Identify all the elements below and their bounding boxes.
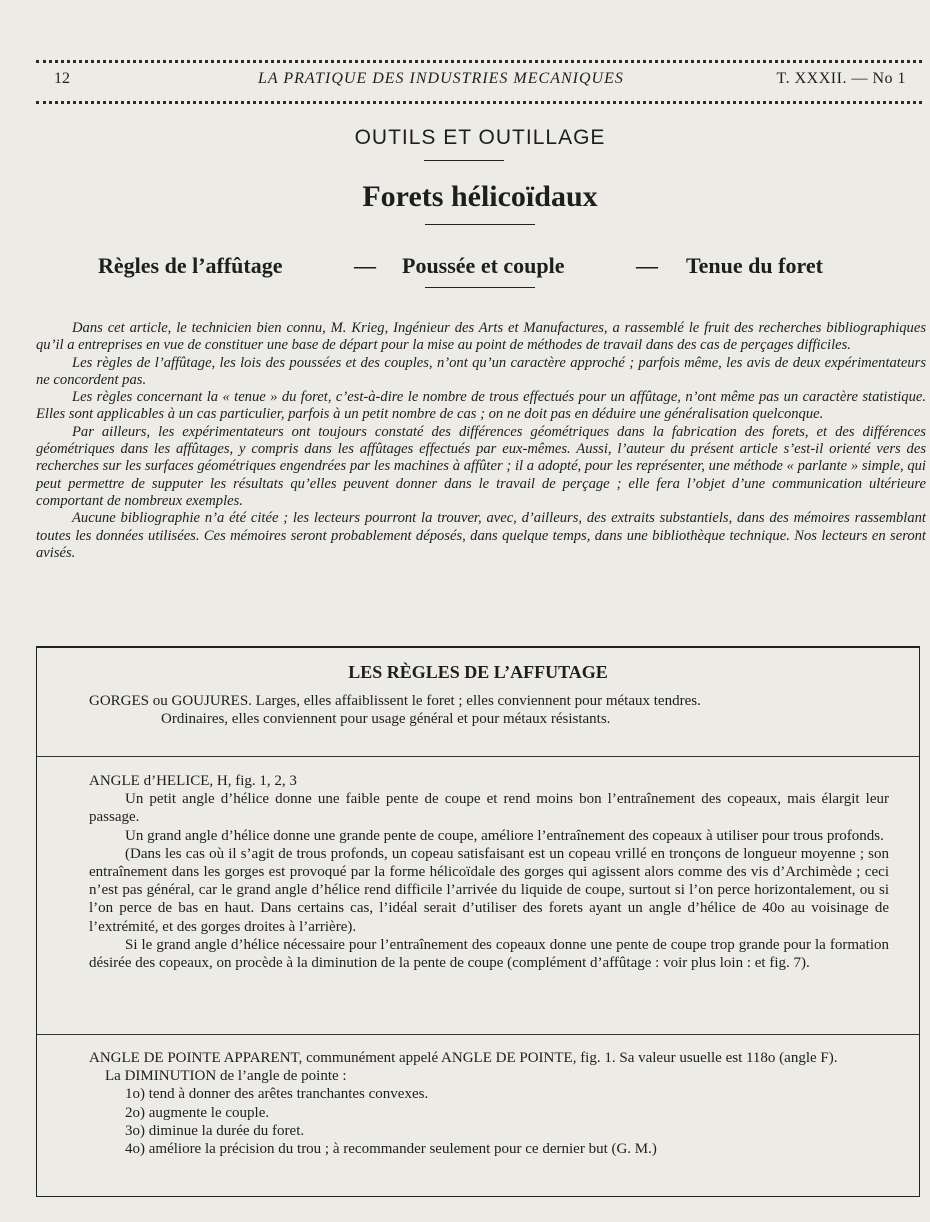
intro-paragraph: Les règles de l’affûtage, les lois des poussées et des couples, n’ont qu’un caractère approché ; parfois même, les avis de deux expérimentateurs ne concordent pas. [36, 354, 926, 388]
pointe-list-item: 2o) augmente le couple. [125, 1104, 270, 1121]
pointe-list-item: 4o) améliore la précision du trou ; à recommander seulement pour ce dernier but (G. M.) [125, 1141, 657, 1158]
article-subtitle [98, 253, 860, 283]
helice-text: Si le grand angle d’hélice nécessaire pour l’entraînement des copeaux donne une pente de coupe trop grande pour la formation désirée des copeaux, on procède à la diminution de la pente de coupe (complément d’affûtage : voir plus loin : et fig. 7). [89, 936, 889, 972]
gorges-block [89, 692, 889, 728]
gorges-text: GORGES ou GOUJURES. Larges, elles affaiblissent le foret ; elles conviennent pour métaux tendres. [89, 693, 701, 709]
subtitle-dash-2: — [636, 253, 658, 278]
helice-heading: ANGLE d’HELICE, H, fig. 1, 2, 3 [89, 773, 297, 789]
issue-number: T. XXXII. — No 1 [776, 70, 906, 87]
helice-block [89, 772, 889, 972]
journal-title: LA PRATIQUE DES INDUSTRIES MECANIQUES [258, 70, 624, 87]
intro-paragraph: Par ailleurs, les expérimentateurs ont toujours constaté des différences géométriques dans la fabrication des forets, et des différences géométriques dans les affûtages, y compris dans les affûtages effectués par eux-mêmes. Aussi, l’auteur du présent article s’est-il orienté vers des recherches sur les surfaces géométriques engendrées par les machines à affûter ; il a adopté, pour les représenter, une méthode « parlante » simple, qui peut permettre de supputer les résultats qu’elles peuvent donner dans le travail de perçage ; elle fera l’objet d’une communication ultérieure comportant de nombreux exemples. [36, 423, 926, 509]
pointe-list-item: 1o) tend à donner des arêtes tranchantes convexes. [125, 1086, 429, 1103]
helice-text: Un grand angle d’hélice donne une grande pente de coupe, améliore l’entraînement des copeaux à utiliser pour trous profonds. [125, 827, 884, 844]
pointe-text: La DIMINUTION de l’angle de pointe : [105, 1068, 347, 1085]
subtitle-part-2: Poussée et couple [402, 253, 565, 278]
rules-box-title: LES RÈGLES DE L’AFFUTAGE [348, 662, 608, 682]
helice-text: (Dans les cas où il s’agit de trous profonds, un copeau satisfaisant est un copeau vrillé en tronçons de longueur moyenne ; son entraînement dans les gorges est provoqué par la forme hélicoïdale des gorges qui agissent alors comme des vis d’Archimède ; ceci n’est pas général, car le grand angle d’hélice rend difficile l’arrivée du liquide de coupe, surtout si l’on perce horizontalement, ou si l’on perce de bas en haut. Dans certains cas, l’idéal serait d’utiliser des forets ayant un angle d’hélice de 40o au voisinage de l’extrémité, et des gorges droites à l’arrière). [89, 845, 889, 935]
section-underline [424, 160, 504, 161]
top-dotted-rule [36, 60, 922, 63]
box-divider [37, 756, 919, 757]
article-title: Forets hélicoïdaux [362, 180, 598, 213]
intro-paragraph: Dans cet article, le technicien bien connu, M. Krieg, Ingénieur des Arts et Manufactures, a rassemblé le fruit des recherches bibliographiques qu’il a entreprises en vue de constituer une base de départ pour la mise au point de méthodes de travail dans des cas de perçages difficiles. [36, 320, 926, 354]
subtitle-part-1: Règles de l’affûtage [98, 253, 283, 278]
intro-paragraphs [36, 320, 926, 562]
intro-paragraph: Les règles concernant la « tenue » du foret, c’est-à-dire le nombre de trous effectués pour un affûtage, n’ont même pas un caractère statistique. Elles sont applicables à un cas particulier, parfois à un petit nombre de cas ; on ne doit pas en déduire une généralisation quelconque. [36, 389, 926, 423]
pointe-block [89, 1049, 889, 1158]
section-heading: OUTILS ET OUTILLAGE [354, 126, 606, 149]
pointe-heading: ANGLE DE POINTE APPARENT, communément appelé ANGLE DE POINTE, fig. 1. Sa valeur usuelle est 118o (angle F). [89, 1050, 838, 1066]
box-divider [37, 1034, 919, 1035]
intro-paragraph: Aucune bibliographie n’a été citée ; les lecteurs pourront la trouver, avec, d’ailleurs, des extraits substantiels, dans des mémoires rassemblant toutes les données utilisées. Ces mémoires seront probablement déposés, dans quelque temps, dans une bibliothèque technique. Nos lecteurs en seront avisés. [36, 510, 926, 561]
running-header [54, 70, 906, 94]
pointe-list-item: 3o) diminue la durée du foret. [125, 1122, 305, 1139]
title-underline [425, 224, 535, 225]
header-dotted-rule [36, 101, 922, 104]
rules-box [36, 646, 920, 1197]
page-number: 12 [54, 70, 70, 87]
gorges-text: Ordinaires, elles conviennent pour usage général et pour métaux résistants. [161, 711, 611, 728]
subtitle-part-3: Tenue du foret [686, 253, 823, 278]
subtitle-dash-1: — [354, 253, 376, 278]
subtitle-underline [425, 287, 535, 288]
helice-text: Un petit angle d’hélice donne une faible pente de coupe et rend moins bon l’entraînement des copeaux, mais élargit leur passage. [89, 791, 889, 826]
